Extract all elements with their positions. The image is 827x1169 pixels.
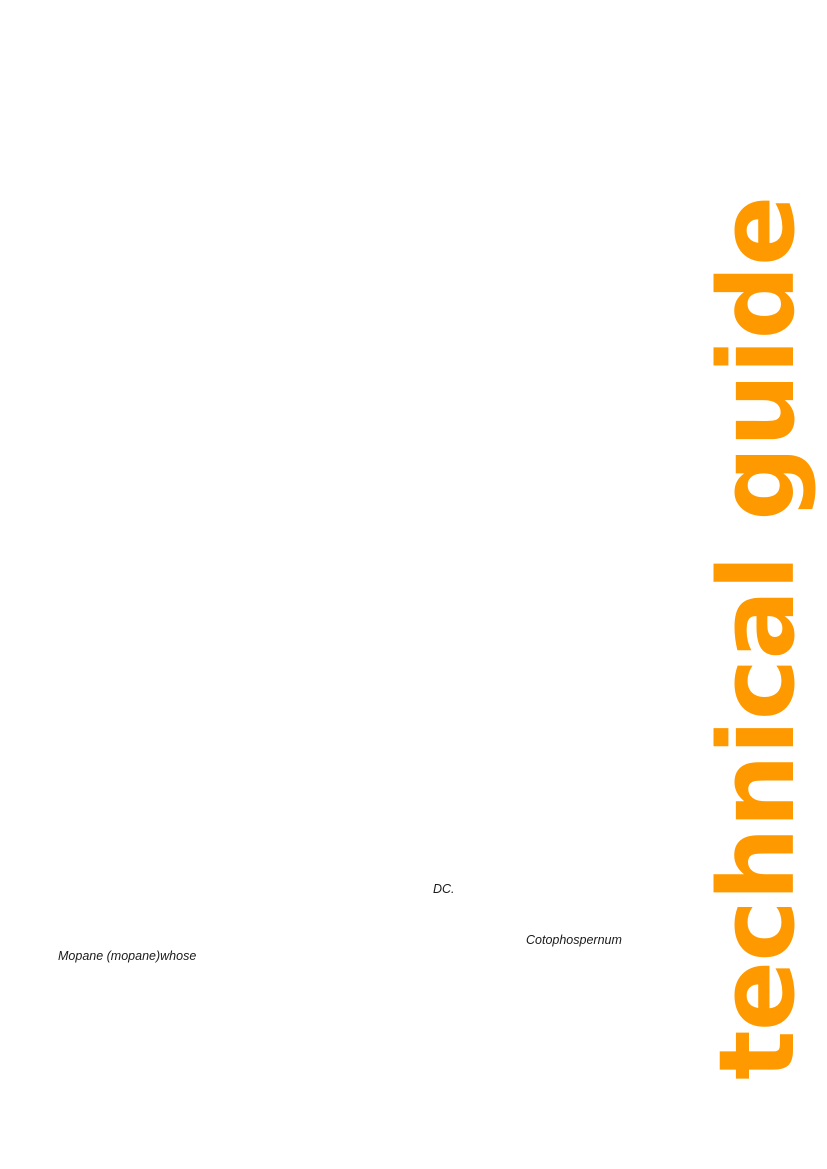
- cover-title-block: [697, 0, 827, 1169]
- text-fragment-genus: Cotophospernum: [526, 933, 622, 947]
- text-fragment-common-name: Mopane (mopane)whose: [58, 949, 197, 963]
- page-title: technical guide: [696, 196, 818, 1080]
- text-fragment-authority: DC.: [433, 882, 455, 896]
